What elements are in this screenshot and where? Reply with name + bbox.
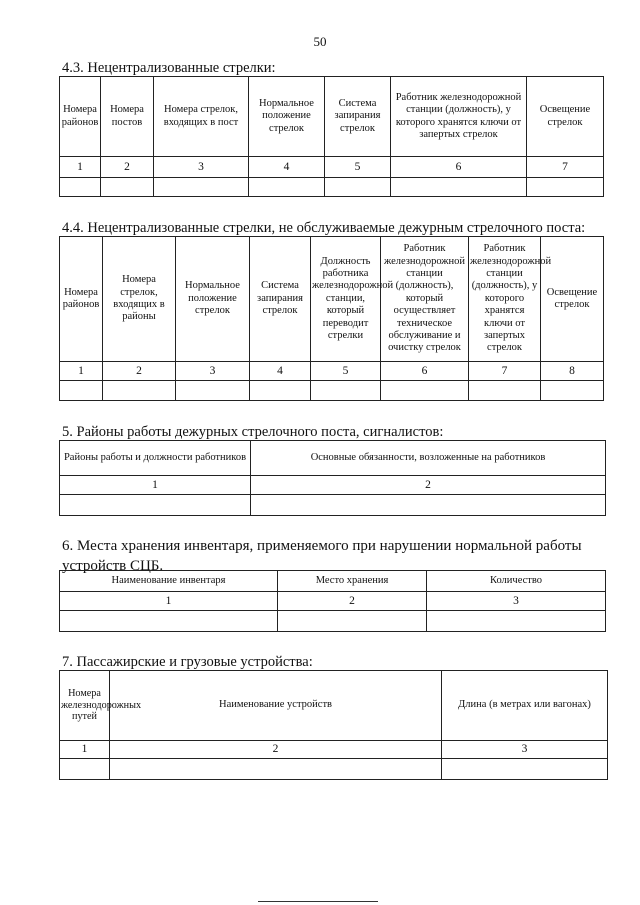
table-4-3 [59,76,604,197]
empty-cell [541,381,604,401]
header-cell: Освещение стрелок [527,77,604,157]
header-cell: Место хранения [278,571,427,592]
header-row [60,237,604,362]
empty-cell [311,381,381,401]
header-row [60,441,606,476]
header-cell: Нормальное положение стрелок [249,77,325,157]
empty-cell [381,381,469,401]
empty-cell [101,178,154,197]
empty-row [60,178,604,197]
header-cell: Система запирания стрелок [250,237,311,362]
bottom-rule [258,901,378,902]
section-title-4-3: 4.3. Нецентрализованные стрелки: [62,60,276,76]
number-row [60,741,608,759]
header-cell: Номера стрелок, входящих в районы [103,237,176,362]
number-cell: 1 [60,592,278,611]
number-cell: 7 [469,362,541,381]
number-row [60,157,604,178]
number-cell: 3 [427,592,606,611]
empty-row [60,495,606,516]
empty-cell [442,759,608,780]
number-cell: 6 [381,362,469,381]
header-cell: Освещение стрелок [541,237,604,362]
section-title-6: 6. Места хранения инвентаря, применяемого при нарушении нормальной работы устройств СЦБ. [62,538,582,574]
empty-cell [176,381,250,401]
header-cell: Основные обязанности, возложенные на работников [251,441,606,476]
header-cell: Система запирания стрелок [325,77,391,157]
number-cell: 5 [325,157,391,178]
number-cell: 2 [251,476,606,495]
header-cell: Наименование инвентаря [60,571,278,592]
empty-cell [250,381,311,401]
header-cell: Работник железнодорожной станции (должность), у которого хранятся ключи от запертых стрелок [469,237,541,362]
number-row [60,476,606,495]
empty-cell [278,611,427,632]
header-cell: Длина (в метрах или вагонах) [442,671,608,741]
header-row [60,77,604,157]
empty-cell [60,381,103,401]
number-cell: 3 [154,157,249,178]
empty-cell [249,178,325,197]
header-cell: Работник железнодорожной станции (должность), который осуществляет техническое обслуживание и очистку стрелок [381,237,469,362]
number-cell: 4 [249,157,325,178]
page-number: 50 [313,34,327,49]
header-cell: Работник железнодорожной станции (должность), у которого хранятся ключи от запертых стрелок [391,77,527,157]
number-cell: 8 [541,362,604,381]
empty-cell [391,178,527,197]
number-cell: 3 [176,362,250,381]
number-cell: 2 [101,157,154,178]
empty-cell [103,381,176,401]
empty-row [60,381,604,401]
number-cell: 1 [60,157,101,178]
empty-row [60,759,608,780]
number-row [60,362,604,381]
empty-cell [60,495,251,516]
table-6 [59,570,606,632]
header-row [60,571,606,592]
table-7 [59,670,608,780]
empty-cell [60,178,101,197]
number-cell: 2 [103,362,176,381]
section-title-7: 7. Пассажирские и грузовые устройства: [62,654,313,670]
number-cell: 2 [110,741,442,759]
number-cell: 5 [311,362,381,381]
number-cell: 1 [60,362,103,381]
empty-row [60,611,606,632]
empty-cell [60,759,110,780]
table-5 [59,440,606,516]
empty-cell [469,381,541,401]
number-cell: 7 [527,157,604,178]
section-title-5: 5. Районы работы дежурных стрелочного поста, сигналистов: [62,424,444,440]
empty-cell [154,178,249,197]
number-cell: 1 [60,741,110,759]
header-cell: Наименование устройств [110,671,442,741]
header-cell: Нормальное положение стрелок [176,237,250,362]
empty-cell [60,611,278,632]
number-cell: 1 [60,476,251,495]
section-title-4-4: 4.4. Нецентрализованные стрелки, не обслуживаемые дежурным стрелочного поста: [62,220,586,236]
header-row [60,671,608,741]
empty-cell [251,495,606,516]
header-cell: Номера районов [60,77,101,157]
table-4-4 [59,236,604,401]
empty-cell [110,759,442,780]
header-cell: Номера постов [101,77,154,157]
number-row [60,592,606,611]
number-cell: 6 [391,157,527,178]
empty-cell [427,611,606,632]
header-cell: Должность работника железнодорожной станции, который переводит стрелки [311,237,381,362]
header-cell: Районы работы и должности работников [60,441,251,476]
number-cell: 3 [442,741,608,759]
empty-cell [325,178,391,197]
header-cell: Номера районов [60,237,103,362]
header-cell: Номера стрелок, входящих в пост [154,77,249,157]
header-cell: Номера железнодорожных путей [60,671,110,741]
number-cell: 2 [278,592,427,611]
number-cell: 4 [250,362,311,381]
header-cell: Количество [427,571,606,592]
empty-cell [527,178,604,197]
